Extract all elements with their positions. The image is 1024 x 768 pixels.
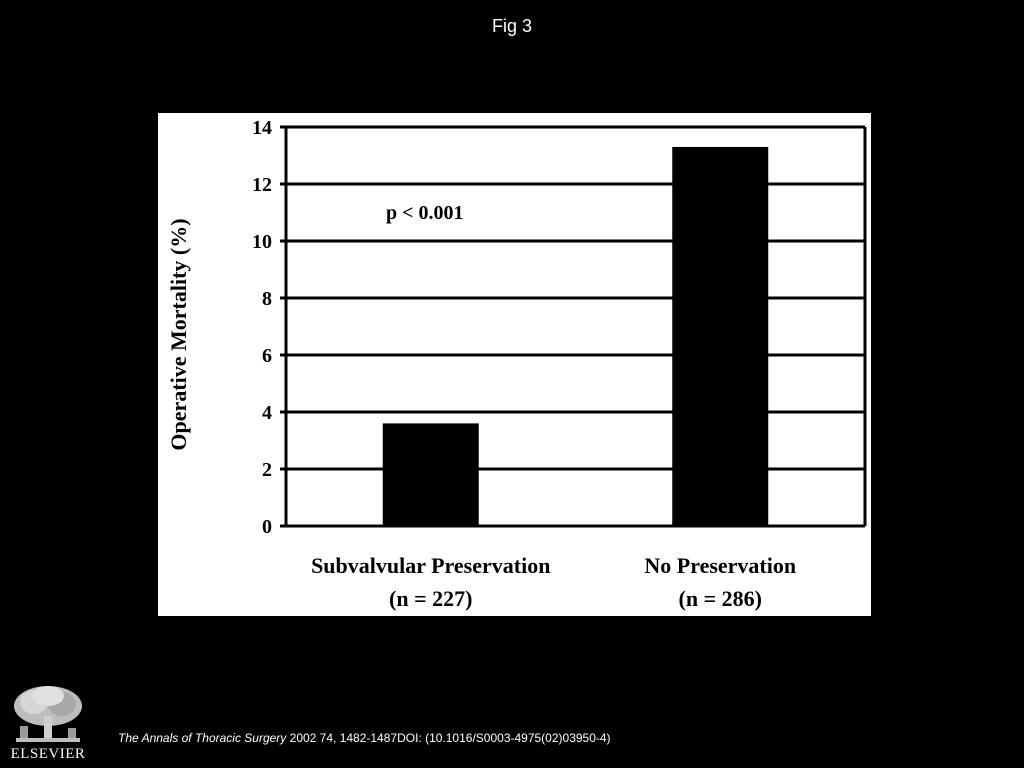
y-tick-label-12: 12 xyxy=(252,174,272,196)
category-sublabel-2: (n = 286) xyxy=(678,586,762,611)
gridlines xyxy=(280,127,865,526)
category-label-1: Subvalvular Preservation xyxy=(311,553,551,578)
category-labels xyxy=(311,553,796,611)
y-tick-label-14: 14 xyxy=(252,117,272,139)
tree-icon xyxy=(8,682,88,746)
y-tick-label-8: 8 xyxy=(262,288,272,310)
bar-1 xyxy=(383,423,479,526)
y-tick-label-4: 4 xyxy=(262,402,272,424)
category-sublabel-1: (n = 227) xyxy=(389,586,473,611)
citation-details: 2002 74, 1482-1487DOI: (10.1016/S0003-4975(02)03950-4) xyxy=(286,731,611,745)
y-tick-label-10: 10 xyxy=(252,231,272,253)
bar-chart xyxy=(158,113,871,616)
citation xyxy=(118,731,611,745)
bar-2 xyxy=(672,147,768,526)
y-tick-label-0: 0 xyxy=(262,516,272,538)
elsevier-logo xyxy=(8,682,88,766)
chart-panel xyxy=(158,113,871,616)
journal-name: The Annals of Thoracic Surgery xyxy=(118,731,287,745)
figure-title: Fig 3 xyxy=(491,16,533,36)
y-tick-label-2: 2 xyxy=(262,459,272,481)
y-tick-label-6: 6 xyxy=(262,345,272,367)
publisher-name: ELSEVIER xyxy=(10,746,86,762)
y-tick-labels xyxy=(252,117,272,538)
p-value-annotation: p < 0.001 xyxy=(386,202,464,224)
category-label-2: No Preservation xyxy=(644,553,797,578)
y-axis-label: Operative Mortality (%) xyxy=(166,218,191,451)
